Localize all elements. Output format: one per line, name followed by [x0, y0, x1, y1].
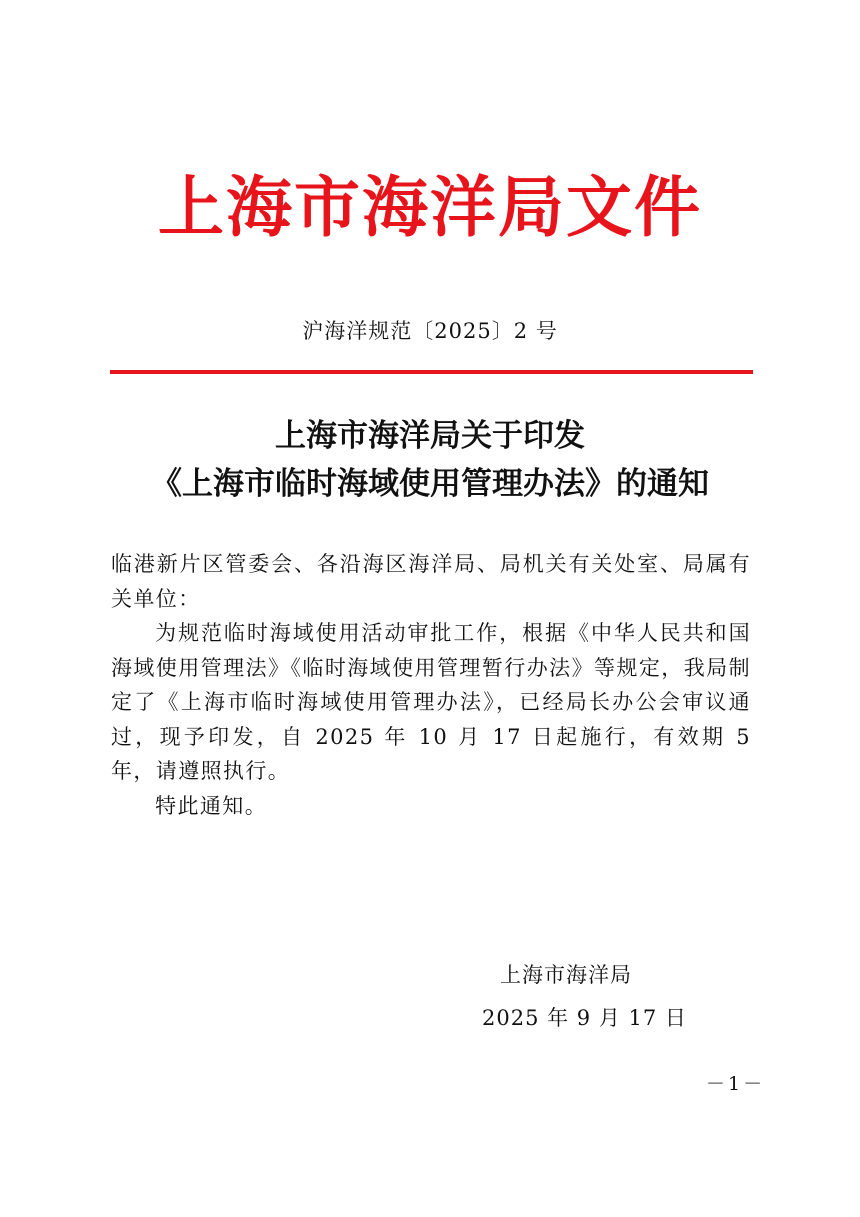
page-number: －1－: [706, 1073, 766, 1095]
title-line-2: 《上海市临时海域使用管理办法》的通知: [151, 466, 709, 502]
signature-organization: 上海市海洋局: [500, 963, 632, 987]
body-paragraph-main: 为规范临时海域使用活动审批工作，根据《中华人民共和国海域使用管理法》《临时海域使用管理暂行办法》等规定，我局制定了《上海市临时海域使用管理办法》，已经局长办公会审议通过，现予印发，自 2025 年 10 月 17 日起施行，有效期 5 年，请遵照执行。: [111, 621, 751, 783]
signature-date: 2025 年 9 月 17 日: [482, 1006, 687, 1030]
document-masthead: 上海市海洋局文件: [158, 168, 702, 246]
body-paragraph-closing: 特此通知。: [155, 793, 268, 818]
red-separator-line: [110, 370, 753, 374]
addressee: 临港新片区管委会、各沿海区海洋局、局机关有关处室、局属有关单位：: [111, 552, 751, 611]
title-line-1: 上海市海洋局关于印发: [275, 418, 585, 454]
document-number: 沪海洋规范〔2025〕2 号: [302, 319, 558, 343]
document-title: [0, 412, 860, 508]
document-body: [111, 547, 751, 823]
